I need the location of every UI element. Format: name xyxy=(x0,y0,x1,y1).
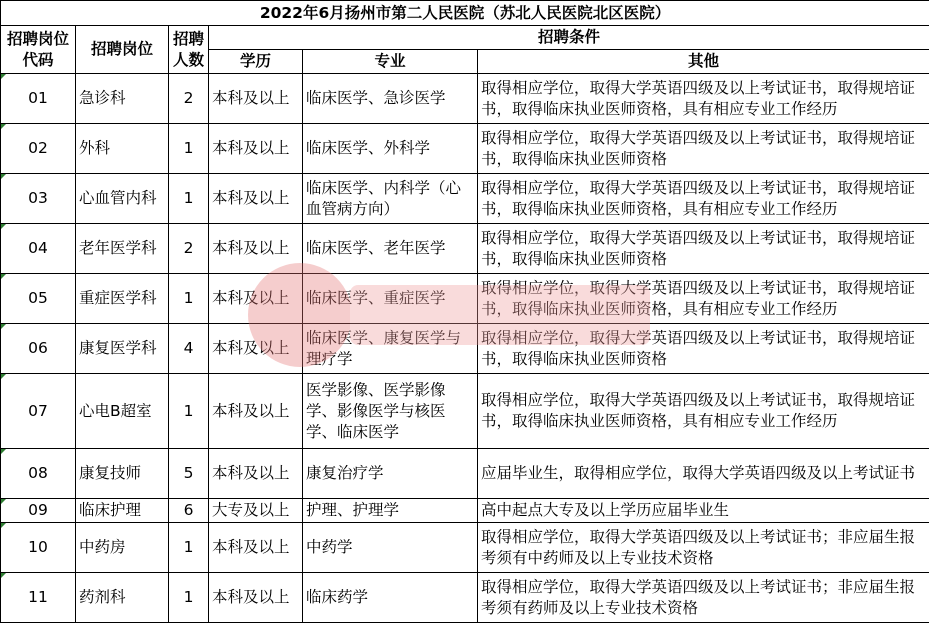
cell-count: 6 xyxy=(169,499,209,523)
table-row xyxy=(1,174,929,224)
cell-code: 05 xyxy=(1,274,76,324)
cell-education: 本科及以上 xyxy=(209,573,303,623)
table-row xyxy=(1,274,929,324)
cell-code: 10 xyxy=(1,523,76,573)
cell-education: 本科及以上 xyxy=(209,124,303,174)
cell-education: 本科及以上 xyxy=(209,374,303,449)
cell-position: 急诊科 xyxy=(76,74,169,124)
cell-major: 临床药学 xyxy=(303,573,478,623)
cell-education: 本科及以上 xyxy=(209,449,303,499)
cell-count: 1 xyxy=(169,374,209,449)
cell-major: 临床医学、老年医学 xyxy=(303,224,478,274)
header-position: 招聘岗位 xyxy=(76,26,169,74)
cell-other: 取得相应学位，取得大学英语四级及以上考试证书；非应届生报考须有中药师及以上专业技术资格 xyxy=(478,523,929,573)
header-major: 专业 xyxy=(303,50,478,74)
cell-position: 外科 xyxy=(76,124,169,174)
cell-count: 1 xyxy=(169,174,209,224)
cell-code: 08 xyxy=(1,449,76,499)
cell-position: 心电B超室 xyxy=(76,374,169,449)
table-row xyxy=(1,324,929,374)
cell-education: 本科及以上 xyxy=(209,274,303,324)
header-other: 其他 xyxy=(478,50,929,74)
cell-position: 心血管内科 xyxy=(76,174,169,224)
cell-other: 取得相应学位，取得大学英语四级及以上考试证书，取得规培证书，取得临床执业医师资格，具有相应专业工作经历 xyxy=(478,374,929,449)
cell-position: 老年医学科 xyxy=(76,224,169,274)
cell-count: 1 xyxy=(169,573,209,623)
header-code xyxy=(1,26,76,74)
cell-other: 应届毕业生，取得相应学位，取得大学英语四级及以上考试证书 xyxy=(478,449,929,499)
cell-other: 取得相应学位，取得大学英语四级及以上考试证书，取得规培证书，取得临床执业医师资格 xyxy=(478,324,929,374)
cell-major: 中药学 xyxy=(303,523,478,573)
cell-position: 康复医学科 xyxy=(76,324,169,374)
cell-position: 临床护理 xyxy=(76,499,169,523)
cell-major: 康复治疗学 xyxy=(303,449,478,499)
cell-other: 高中起点大专及以上学历应届毕业生 xyxy=(478,499,929,523)
cell-count: 2 xyxy=(169,74,209,124)
cell-major: 临床医学、康复医学与理疗学 xyxy=(303,324,478,374)
cell-position: 药剂科 xyxy=(76,573,169,623)
table-title: 2022年6月扬州市第二人民医院（苏北人民医院北区医院） xyxy=(1,1,929,26)
cell-major: 护理、护理学 xyxy=(303,499,478,523)
cell-position: 重症医学科 xyxy=(76,274,169,324)
header-count xyxy=(169,26,209,74)
cell-count: 1 xyxy=(169,523,209,573)
cell-other: 取得相应学位，取得大学英语四级及以上考试证书，取得规培证书，取得临床执业医师资格，具有相应专业工作经历 xyxy=(478,274,929,324)
cell-other: 取得相应学位，取得大学英语四级及以上考试证书，取得规培证书，取得临床执业医师资格，具有相应专业工作经历 xyxy=(478,174,929,224)
cell-education: 本科及以上 xyxy=(209,523,303,573)
cell-code: 01 xyxy=(1,74,76,124)
cell-major: 医学影像、医学影像学、影像医学与核医学、临床医学 xyxy=(303,374,478,449)
cell-other: 取得相应学位，取得大学英语四级及以上考试证书，取得规培证书，取得临床执业医师资格 xyxy=(478,224,929,274)
cell-major: 临床医学、外科学 xyxy=(303,124,478,174)
cell-code: 06 xyxy=(1,324,76,374)
cell-count: 1 xyxy=(169,274,209,324)
cell-code: 11 xyxy=(1,573,76,623)
cell-major: 临床医学、急诊医学 xyxy=(303,74,478,124)
header-count-line2: 人数 xyxy=(172,50,204,69)
header-count-line1: 招聘 xyxy=(172,29,204,48)
cell-other: 取得相应学位，取得大学英语四级及以上考试证书；非应届生报考须有药师及以上专业技术资格 xyxy=(478,573,929,623)
cell-education: 本科及以上 xyxy=(209,74,303,124)
cell-education: 本科及以上 xyxy=(209,174,303,224)
cell-count: 1 xyxy=(169,124,209,174)
cell-education: 大专及以上 xyxy=(209,499,303,523)
header-education: 学历 xyxy=(209,50,303,74)
header-code-line1: 招聘岗位 xyxy=(6,29,69,48)
table-row xyxy=(1,573,929,623)
cell-code: 02 xyxy=(1,124,76,174)
cell-other: 取得相应学位，取得大学英语四级及以上考试证书，取得规培证书，取得临床执业医师资格，具有相应专业工作经历 xyxy=(478,74,929,124)
cell-code: 04 xyxy=(1,224,76,274)
table-row xyxy=(1,449,929,499)
table-row xyxy=(1,499,929,523)
cell-count: 5 xyxy=(169,449,209,499)
header-code-line2: 代码 xyxy=(22,50,54,69)
cell-position: 康复技师 xyxy=(76,449,169,499)
cell-code: 09 xyxy=(1,499,76,523)
table-row xyxy=(1,224,929,274)
table-row xyxy=(1,374,929,449)
cell-code: 03 xyxy=(1,174,76,224)
cell-education: 本科及以上 xyxy=(209,224,303,274)
table-row xyxy=(1,523,929,573)
cell-major: 临床医学、内科学（心血管病方向） xyxy=(303,174,478,224)
table-row xyxy=(1,74,929,124)
header-conditions: 招聘条件 xyxy=(209,26,929,50)
cell-other: 取得相应学位，取得大学英语四级及以上考试证书，取得规培证书，取得临床执业医师资格 xyxy=(478,124,929,174)
table-row xyxy=(1,124,929,174)
cell-count: 4 xyxy=(169,324,209,374)
cell-major: 临床医学、重症医学 xyxy=(303,274,478,324)
cell-code: 07 xyxy=(1,374,76,449)
cell-position: 中药房 xyxy=(76,523,169,573)
cell-education: 本科及以上 xyxy=(209,324,303,374)
cell-count: 2 xyxy=(169,224,209,274)
